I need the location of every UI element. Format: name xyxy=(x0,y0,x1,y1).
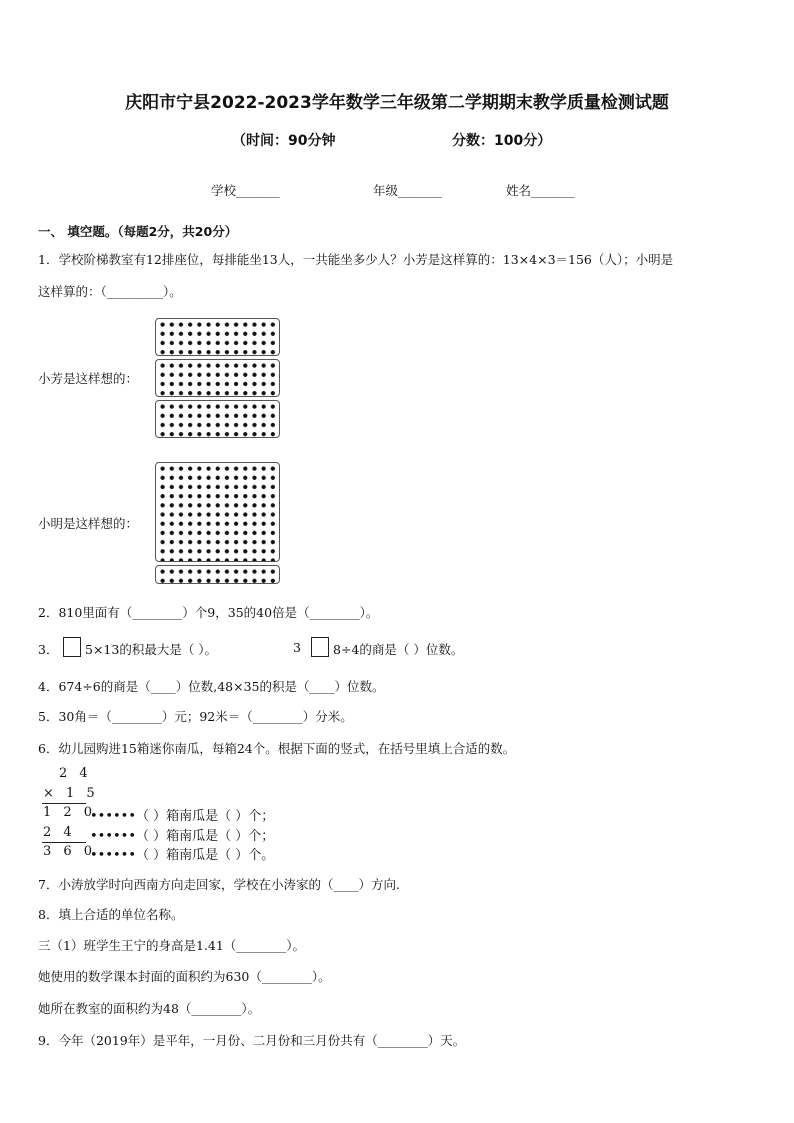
question-8-b: 她使用的数学课本封面的面积约为630（________）。 xyxy=(38,969,331,984)
calc-line-2 xyxy=(42,842,86,843)
question-3-part1: 5×13的积最大是（ ）。 xyxy=(85,642,218,657)
school-field: 学校_______ xyxy=(211,183,280,198)
question-4: 4．674÷6的商是（____）位数,48×35的积是（____）位数。 xyxy=(38,679,385,694)
dot-array-ten-rows xyxy=(155,462,280,562)
calc-multiplier: × 1 5 xyxy=(43,786,99,801)
calc-multiplicand: 2 4 xyxy=(59,766,92,781)
blank-box-1[interactable] xyxy=(63,637,81,657)
question-5: 5．30角＝（________）元；92米＝（________）分米。 xyxy=(38,709,353,724)
calc-line-1 xyxy=(42,803,86,804)
exam-score: 分数：100分） xyxy=(452,133,552,149)
question-1-line1: 1．学校阶梯教室有12排座位，每排能坐13人，一共能坐多少人？小芳是这样算的：13×4×3＝156（人）；小明是 xyxy=(38,252,674,267)
calc-partial-1: 1 2 0 xyxy=(43,805,97,820)
question-3-number: 3． xyxy=(38,642,59,657)
question-7: 7．小涛放学时向西南方向走回家，学校在小涛家的（____）方向. xyxy=(38,877,400,892)
question-8-c: 她所在教室的面积约为48（________）。 xyxy=(38,1001,261,1016)
question-1-line2: 这样算的：（_________）。 xyxy=(38,284,182,299)
calc-product: 3 6 0 xyxy=(43,844,97,859)
calc-explain-3: ••••••（ ）箱南瓜是（ ）个。 xyxy=(90,848,275,863)
xiaoming-label: 小明是这样想的： xyxy=(38,516,139,531)
question-8: 8．填上合适的单位名称。 xyxy=(38,907,184,922)
dot-array-group-1 xyxy=(155,318,280,356)
grade-field: 年级_______ xyxy=(373,183,442,198)
section-heading: 一、 填空题。（每题2分，共20分） xyxy=(38,224,238,239)
exam-time: （时间：90分钟 xyxy=(232,133,336,149)
calc-explain-1: ••••••（ ）箱南瓜是（ ）个； xyxy=(90,809,275,824)
calc-partial-2: 2 4 xyxy=(43,825,76,840)
calc-explain-2: ••••••（ ）箱南瓜是（ ）个； xyxy=(90,829,275,844)
blank-box-2[interactable] xyxy=(311,637,329,657)
dot-array-two-rows xyxy=(155,565,280,584)
question-3-digit: 3 xyxy=(293,640,301,655)
page-title: 庆阳市宁县2022-2023学年数学三年级第二学期期末教学质量检测试题 xyxy=(125,93,669,113)
name-field: 姓名_______ xyxy=(506,183,575,198)
question-6: 6．幼儿园购进15箱迷你南瓜，每箱24个。根据下面的竖式，在括号里填上合适的数。 xyxy=(38,741,516,756)
question-9: 9．今年（2019年）是平年，一月份、二月份和三月份共有（________）天。 xyxy=(38,1033,466,1048)
dot-array-group-2 xyxy=(155,359,280,397)
question-3-part2: 8÷4的商是（ ）位数。 xyxy=(333,642,464,657)
dot-array-group-3 xyxy=(155,400,280,438)
question-8-a: 三（1）班学生王宁的身高是1.41（________）。 xyxy=(38,938,306,953)
xiaofang-label: 小芳是这样想的： xyxy=(38,371,139,386)
question-2: 2．810里面有（________）个9，35的40倍是（________）。 xyxy=(38,605,379,620)
